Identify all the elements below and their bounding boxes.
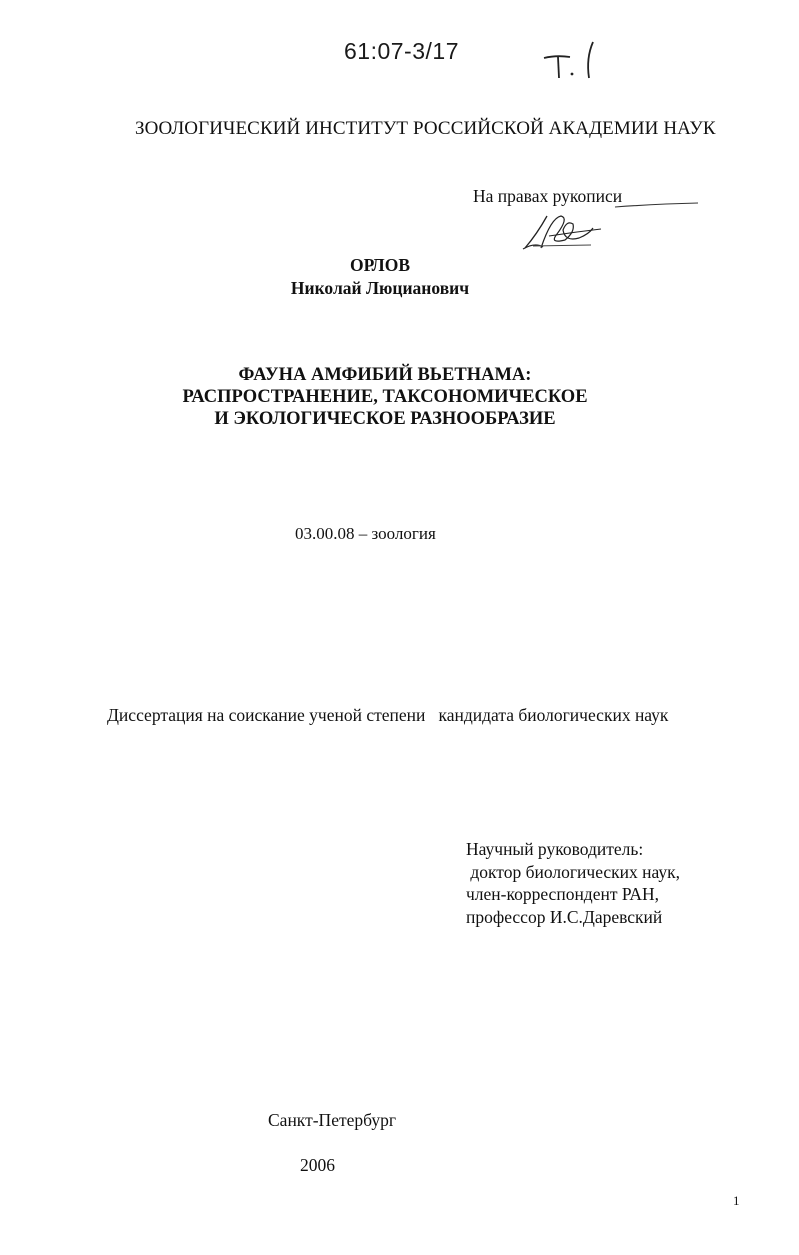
title-line: ФАУНА АМФИБИЙ ВЬЕТНАМА: (238, 365, 532, 385)
advisor-label: Научный руководитель: (466, 839, 644, 859)
author-signature (505, 198, 705, 256)
title-line: РАСПРОСТРАНЕНИЕ, ТАКСОНОМИЧЕСКОЕ (182, 387, 588, 407)
scientific-advisor (466, 838, 680, 928)
archive-stamp-code: 61:07-3/17 (344, 38, 459, 64)
city: Санкт-Петербург (268, 1110, 397, 1130)
handwritten-volume-mark (536, 38, 606, 83)
author-name: Николай Люцианович (290, 278, 470, 298)
dissertation-title (0, 364, 770, 430)
author-surname: ОРЛОВ (349, 255, 410, 275)
specialty-code: 03.00.08 – зоология (295, 524, 436, 543)
institute-name: ЗООЛОГИЧЕСКИЙ ИНСТИТУТ РОССИЙСКОЙ АКАДЕМИИ НАУК (135, 118, 716, 139)
title-line: И ЭКОЛОГИЧЕСКОЕ РАЗНООБРАЗИЕ (214, 409, 556, 429)
year: 2006 (300, 1155, 335, 1175)
degree-statement: Диссертация на соискание ученой степени кандидата биологических наук (107, 705, 669, 725)
manuscript-rights-note: На правах рукописи (473, 186, 623, 206)
advisor-line: доктор биологических наук, (466, 861, 681, 882)
advisor-line: профессор И.С.Даревский (466, 906, 663, 927)
page-number: 1 (733, 1193, 740, 1208)
advisor-line: член-корреспондент РАН, (466, 884, 660, 904)
